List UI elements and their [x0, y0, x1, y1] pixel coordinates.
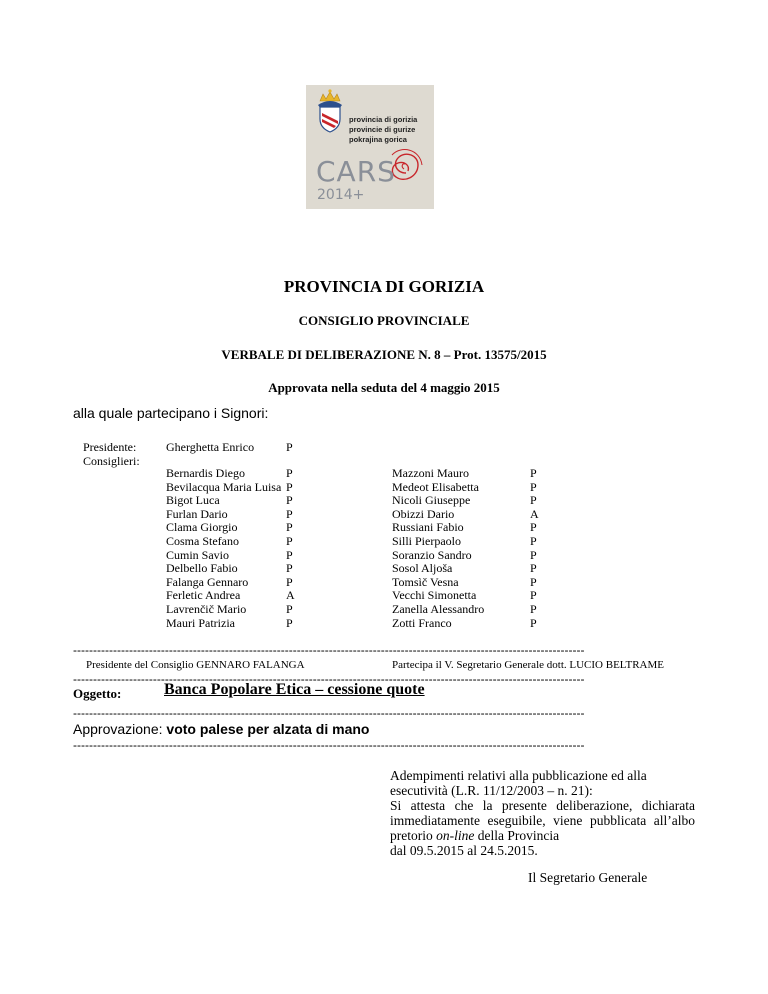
- presence-value: P: [530, 574, 537, 589]
- page-subtitle: CONSIGLIO PROVINCIALE: [298, 313, 470, 328]
- list-item: Ferletic Andrea: [166, 588, 241, 603]
- presence-value: P: [286, 520, 293, 535]
- presence-value: P: [286, 615, 293, 630]
- list-item: Mauri Patrizia: [166, 615, 235, 630]
- consiglieri-names-col1: [166, 467, 281, 630]
- list-item: Vecchi Simonetta: [392, 588, 477, 603]
- presence-value: P: [530, 561, 537, 576]
- presence-value: P: [286, 533, 293, 548]
- presence-value: P: [530, 533, 537, 548]
- list-item: Delbello Fabio: [166, 561, 238, 576]
- list-item: Zanella Alessandro: [392, 601, 485, 616]
- presidente-consiglio: Presidente del Consiglio GENNARO FALANGA: [86, 659, 305, 671]
- logo-year-number: 2014: [317, 187, 353, 203]
- presence-value: A: [530, 506, 539, 521]
- logo-text-line2: provincie di gurize: [349, 125, 416, 134]
- presence-value: P: [286, 506, 293, 521]
- list-item: Soranzio Sandro: [392, 547, 472, 562]
- presence-value: P: [286, 479, 293, 494]
- approvazione: [73, 721, 369, 737]
- consiglieri-label: Consiglieri:: [83, 454, 140, 468]
- logo-year: [317, 187, 364, 203]
- presence-value: P: [286, 493, 293, 508]
- separator-line: --------------------------------------------------------------------------------------------------------------------------------: [73, 739, 585, 751]
- list-item: Obizzi Dario: [392, 506, 455, 521]
- consiglieri-names-col2: [392, 467, 484, 630]
- list-item: Bernardis Diego: [166, 466, 245, 480]
- attestazione-provincia: della Provincia: [474, 828, 560, 843]
- intro-text: alla quale partecipano i Signori:: [73, 405, 269, 421]
- list-item: Cumin Savio: [166, 547, 230, 562]
- list-item: Mazzoni Mauro: [392, 466, 469, 480]
- oggetto-value: Banca Popolare Etica – cessione quote: [164, 681, 425, 698]
- verbale-number: VERBALE DI DELIBERAZIONE N. 8 – Prot. 13575/2015: [221, 347, 547, 362]
- attestazione-text: Si attesta che la presente deliberazione, dichiarata immediatamente eseguibile, viene pubblicata all’albo pretorio: [390, 798, 695, 843]
- list-item: Bevilacqua Maria Luisa: [166, 479, 282, 494]
- segretario-partecipante: Partecipa il V. Segretario Generale dott. LUCIO BELTRAME: [392, 659, 664, 671]
- list-item: Cosma Stefano: [166, 533, 239, 548]
- list-item: Nicoli Giuseppe: [392, 493, 471, 508]
- presidente-presence: P: [286, 440, 293, 454]
- separator-line: --------------------------------------------------------------------------------------------------------------------------------: [73, 644, 585, 656]
- page-title: PROVINCIA DI GORIZIA: [283, 277, 485, 296]
- list-item: Clama Giorgio: [166, 520, 238, 535]
- presence-value: P: [530, 601, 537, 616]
- presence-value: P: [286, 547, 293, 562]
- presence-value: P: [530, 479, 537, 494]
- presence-value: P: [286, 601, 293, 616]
- logo-text-line1: provincia di gorizia: [349, 115, 418, 124]
- list-item: Bigot Luca: [166, 493, 220, 508]
- adempimenti-title: Adempimenti relativi alla pubblicazione ed alla esecutività (L.R. 11/12/2003 – n. 21):: [390, 768, 647, 798]
- list-item: Sosol Aljoša: [392, 561, 453, 576]
- presence-value: P: [530, 466, 537, 480]
- list-item: Silli Pierpaolo: [392, 533, 461, 548]
- oggetto-label: Oggetto:: [73, 686, 122, 701]
- list-item: Falanga Gennaro: [166, 574, 249, 589]
- presence-value: P: [530, 493, 537, 508]
- presence-value: A: [286, 588, 295, 603]
- presence-value: P: [286, 561, 293, 576]
- list-item: Medeot Elisabetta: [392, 479, 479, 494]
- list-item: Furlan Dario: [166, 506, 228, 521]
- presence-value: P: [530, 520, 537, 535]
- approval-date: Approvata nella seduta del 4 maggio 2015: [268, 380, 500, 395]
- list-item: Russiani Fabio: [392, 520, 464, 535]
- logo-text-line3: pokrajina gorica: [349, 135, 407, 144]
- attestazione-online: on-line: [436, 828, 475, 843]
- consiglieri-presence-col2: [530, 467, 539, 630]
- segretario-signature-label: Il Segretario Generale: [528, 870, 648, 885]
- approvazione-value: voto palese per alzata di mano: [166, 721, 370, 737]
- adempimenti-block: [390, 768, 695, 858]
- list-item: Tomsìč Vesna: [392, 574, 459, 589]
- province-logo: [306, 85, 434, 209]
- presence-value: P: [286, 574, 293, 589]
- presence-value: P: [530, 615, 537, 630]
- consiglieri-presence-col1: [286, 467, 295, 630]
- adempimenti-attestazione: [390, 798, 695, 843]
- presence-value: P: [530, 588, 537, 603]
- separator-line: --------------------------------------------------------------------------------------------------------------------------------: [73, 673, 585, 685]
- presence-value: P: [530, 547, 537, 562]
- logo-cars-text: CARS: [316, 155, 396, 188]
- list-item: Zotti Franco: [392, 615, 452, 630]
- approvazione-label: Approvazione:: [73, 721, 167, 737]
- presence-value: P: [286, 466, 293, 480]
- adempimenti-period: dal 09.5.2015 al 24.5.2015.: [390, 843, 538, 858]
- separator-line: --------------------------------------------------------------------------------------------------------------------------------: [73, 707, 585, 719]
- presidente-label: Presidente:: [83, 440, 137, 454]
- logo-year-plus: +: [352, 187, 365, 203]
- presidente-name: Gherghetta Enrico: [166, 440, 255, 454]
- list-item: Lavrenčič Mario: [166, 601, 247, 616]
